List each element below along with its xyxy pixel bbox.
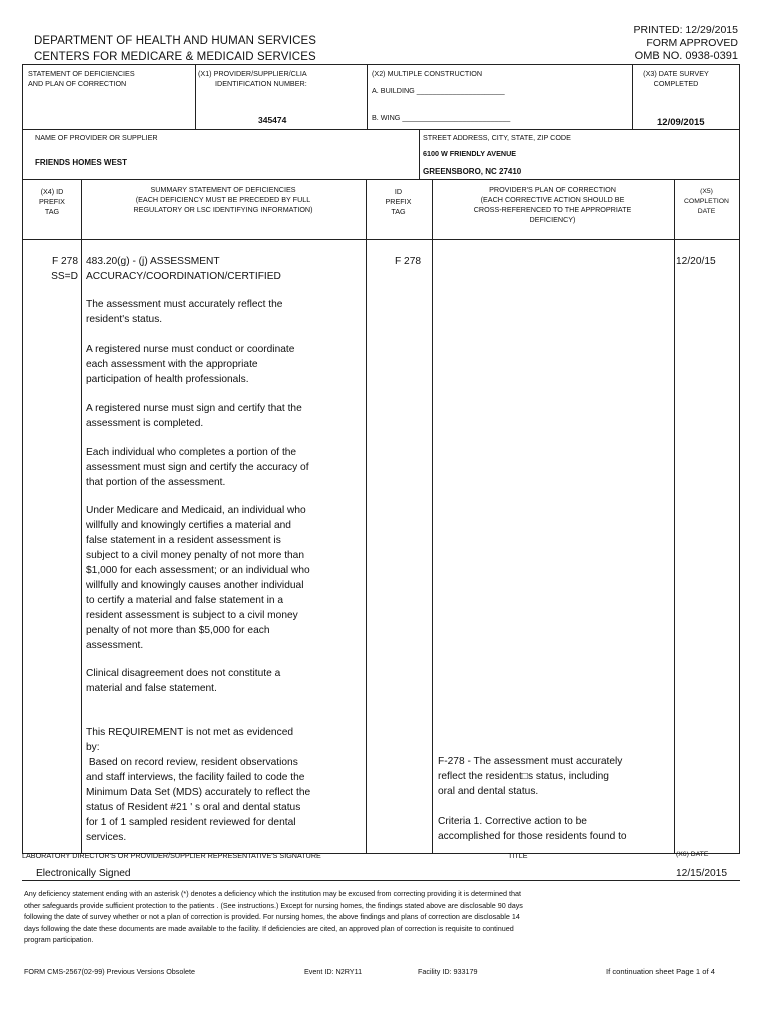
x1-label [198,69,307,89]
x1-label-line: IDENTIFICATION NUMBER: [215,79,307,88]
header-line: PROVIDER'S PLAN OF CORRECTION [489,185,616,194]
text-line: willfully and knowingly certifies a material and [86,520,291,531]
summary-paragraph [86,503,341,653]
text-line: oral and dental status. [438,786,539,797]
left-tag [30,254,78,284]
disclaimer [24,888,654,946]
text-line: and staff interviews, the facility failed to code the [86,772,305,783]
agency-header [34,33,316,65]
x4-header [23,187,81,217]
text-line: subject to a civil money penalty of not more than [86,550,305,561]
header-line: TAG [391,207,406,216]
summary-paragraph [86,342,341,387]
right-tag: F 278 [395,256,422,267]
x2-label: (X2) MULTIPLE CONSTRUCTION [372,69,483,78]
text-line: that portion of the assessment. [86,477,226,488]
disclaimer-line: program participation. [24,935,94,944]
text-line: accomplished for those residents found to [438,831,627,842]
x3-label-line: (X3) DATE SURVEY [643,69,709,78]
statement-label-line: STATEMENT OF DEFICIENCIES [28,69,135,78]
text-line: services. [86,832,127,843]
regulation-title-line: 483.20(g) - (j) ASSESSMENT [86,256,220,267]
header-line: REGULATORY OR LSC IDENTIFYING INFORMATION) [133,205,313,214]
statement-label-line: AND PLAN OF CORRECTION [28,79,127,88]
text-line: for 1 of 1 sampled resident reviewed for dental [86,817,296,828]
disclaimer-line: Any deficiency statement ending with an asterisk (*) denotes a deficiency which the institution may be excused from correcting providing it is determined that [24,889,521,898]
text-line: Minimum Data Set (MDS) accurately to reflect the [86,787,311,798]
header-line: SUMMARY STATEMENT OF DEFICIENCIES [150,185,296,194]
text-line: assessment is completed. [86,418,204,429]
provider-name: FRIENDS HOMES WEST [35,158,128,167]
divider [367,65,368,129]
address-label: STREET ADDRESS, CITY, STATE, ZIP CODE [423,133,571,142]
header-line: COMPLETION [684,198,729,205]
header-line: PREFIX [385,197,412,206]
x5-header [674,187,739,217]
signature-date: 12/15/2015 [676,868,727,879]
page-indicator: If continuation sheet Page 1 of 4 [606,967,715,976]
divider [195,65,196,129]
summary-paragraph [86,666,341,696]
tag-id: F 278 [51,256,78,267]
form-approved: FORM APPROVED [646,37,738,49]
disclaimer-line: days following the date these documents are made available to the facility. If deficiencies are cited, an approved plan of correction is requisite to continued [24,923,514,933]
divider [23,129,739,130]
text-line: assessment. [86,640,144,651]
text-line: to certify a material and false statement in a [86,595,284,606]
omb-number: OMB NO. 0938-0391 [634,50,738,62]
summary-paragraph [86,401,341,431]
city-state-zip: GREENSBORO, NC 27410 [423,167,522,176]
signature-value: Electronically Signed [36,868,131,879]
printed-date: PRINTED: 12/29/2015 [633,24,738,36]
text-line: F-278 - The assessment must accurately [438,756,623,767]
text-line: resident's status. [86,314,163,325]
summary-header [81,185,365,215]
divider [432,179,433,853]
summary-paragraph [86,297,341,327]
date-label: (X6) DATE [676,851,709,858]
regulation-title [86,254,281,284]
disclaimer-line: other safeguards provide sufficient protection to the patients . (See instructions.) Except for nursing homes, the findings stated above are disclosable 90 days [24,900,523,910]
header-line: CROSS-REFERENCED TO THE APPROPRIATE [473,205,632,214]
text-line: status of Resident #21 ' s oral and dental status [86,802,301,813]
wing-field: B. WING ___________________________ [372,113,511,122]
header-line: DATE [697,208,716,215]
regulation-title-line: ACCURACY/COORDINATION/CERTIFIED [86,271,281,282]
text-line: participation of health professionals. [86,374,249,385]
header-line: (X4) ID [40,187,64,196]
plan-of-correction [438,754,650,844]
header-line: (EACH CORRECTIVE ACTION SHOULD BE [480,195,625,204]
divider [23,239,739,240]
signature-label: LABORATORY DIRECTOR'S OR PROVIDER/SUPPLIER REPRESENTATIVE'S SIGNATURE [22,851,321,860]
facility-id: Facility ID: 933179 [418,967,478,976]
text-line: $1,000 for each assessment; or an individual who [86,565,310,576]
divider [81,179,82,853]
divider [22,880,740,881]
text-line: A registered nurse must conduct or coordinate [86,344,295,355]
survey-completed-date: 12/09/2015 [657,117,705,128]
text-line: Based on record review, resident observations [86,757,298,768]
title-label: TITLE [508,851,528,860]
form-meta [634,24,738,63]
completion-date: 12/20/15 [676,256,716,267]
building-field: A. BUILDING ______________________ [372,86,505,95]
form-number: FORM CMS-2567(02-99) Previous Versions Obsolete [24,967,195,976]
x1-label-line: (X1) PROVIDER/SUPPLIER/CLIA [198,69,307,78]
department-name: DEPARTMENT OF HEALTH AND HUMAN SERVICES [34,35,317,47]
divider [366,179,367,853]
text-line: A registered nurse must sign and certify that the [86,403,302,414]
text-line: willfully and knowingly causes another individual [86,580,304,591]
text-line: by: [86,742,100,753]
header-line: PREFIX [39,197,65,206]
x3-label-line: COMPLETED [653,79,699,88]
disclaimer-line: following the date of survey whether or not a plan of correction is provided. For nursing homes, the above findings and plans of correction are disclosable 14 [24,912,520,921]
id-header [366,187,431,217]
header-line: (EACH DEFICIENCY MUST BE PRECEDED BY FULL [135,195,311,204]
text-line: resident assessment is subject to a civil money [86,610,298,621]
divider [23,179,739,180]
divider [674,179,675,853]
text-line: Each individual who completes a portion of the [86,447,297,458]
summary-paragraph [86,445,341,490]
provider-number: 345474 [258,115,287,125]
text-line: each assessment with the appropriate [86,359,258,370]
header-line: ID [394,187,403,196]
divider [632,65,633,129]
text-line: material and false statement. [86,683,217,694]
event-id: Event ID: N2RY11 [304,967,363,976]
text-line: Criteria 1. Corrective action to be [438,816,587,827]
summary-paragraph [86,725,341,845]
divider [419,129,420,179]
header-line: TAG [44,207,60,216]
center-name: CENTERS FOR MEDICARE & MEDICAID SERVICES [34,51,316,63]
scope-severity: SS=D [51,271,78,282]
text-line [438,799,650,814]
text-line: penalty of not more than $5,000 for each [86,625,270,636]
text-line: Clinical disagreement does not constitute a [86,668,281,679]
text-line: Under Medicare and Medicaid, an individual who [86,505,306,516]
statement-label [28,69,135,89]
x3-label [636,69,716,89]
text-line: false statement in a resident assessment is [86,535,281,546]
text-line: This REQUIREMENT is not met as evidenced [86,727,294,738]
header-line: DEFICIENCY) [529,215,576,224]
street-address: 6100 W FRIENDLY AVENUE [423,149,517,158]
header-line: (X5) [700,188,713,195]
text-line: reflect the resident□s status, including [438,771,609,782]
text-line: assessment must sign and certify the accuracy of [86,462,309,473]
provider-name-label: NAME OF PROVIDER OR SUPPLIER [35,133,158,142]
text-line: The assessment must accurately reflect the [86,299,283,310]
plan-header [432,185,673,225]
